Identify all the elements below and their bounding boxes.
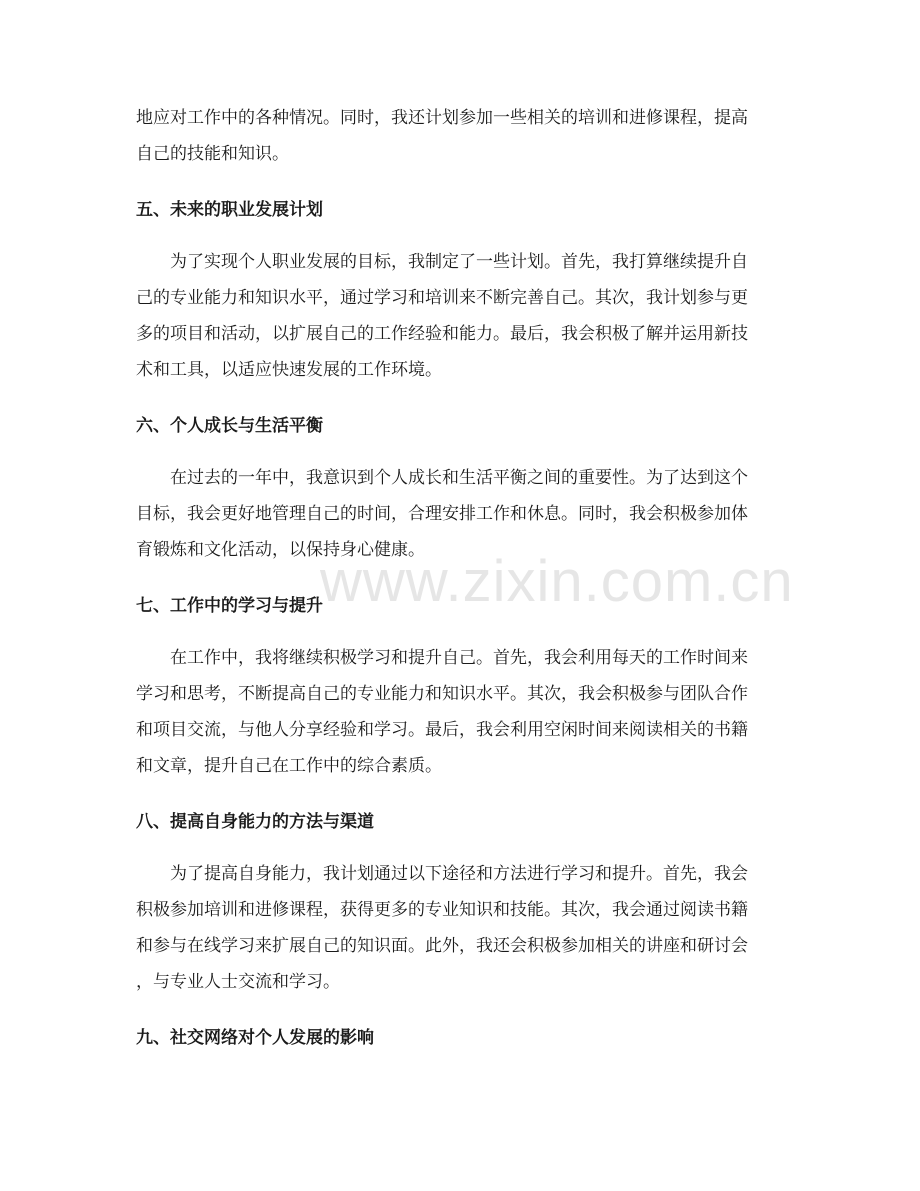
paragraph-line: 在过去的一年中，我意识到个人成长和生活平衡之间的重要性。为了达到这个 — [170, 468, 748, 488]
paragraph-line: 为了提高自身能力，我计划通过以下途径和方法进行学习和提升。首先，我会 — [170, 864, 748, 884]
section-heading-5: 五、未来的职业发展计划 — [136, 200, 323, 220]
paragraph-line: 和参与在线学习来扩展自己的知识面。此外，我还会积极参加相关的讲座和研讨会 — [136, 936, 748, 956]
paragraph-line: 和文章，提升自己在工作中的综合素质。 — [136, 756, 442, 776]
paragraph-line: 和项目交流，与他人分享经验和学习。最后，我会利用空闲时间来阅读相关的书籍 — [136, 720, 748, 740]
section-heading-6: 六、个人成长与生活平衡 — [136, 416, 323, 436]
paragraph-line: 己的专业能力和知识水平，通过学习和培训来不断完善自己。其次，我计划参与更 — [136, 288, 748, 308]
section-7-paragraph — [136, 640, 786, 784]
paragraph-line: ，与专业人士交流和学习。 — [136, 972, 340, 992]
paragraph-line: 术和工具，以适应快速发展的工作环境。 — [136, 360, 442, 380]
paragraph-line: 多的项目和活动，以扩展自己的工作经验和能力。最后，我会积极了解并运用新技 — [136, 324, 748, 344]
document-page — [136, 100, 786, 1056]
section-heading-8: 八、提高自身能力的方法与渠道 — [136, 812, 374, 832]
section-8-paragraph — [136, 856, 786, 1000]
paragraph-line: 地应对工作中的各种情况。同时，我还计划参加一些相关的培训和进修课程，提高 — [136, 108, 748, 128]
section-5-paragraph — [136, 244, 786, 388]
paragraph-line: 目标，我会更好地管理自己的时间，合理安排工作和休息。同时，我会积极参加体 — [136, 504, 748, 524]
paragraph-line: 学习和思考，不断提高自己的专业能力和知识水平。其次，我会积极参与团队合作 — [136, 684, 748, 704]
paragraph-line: 育锻炼和文化活动，以保持身心健康。 — [136, 540, 425, 560]
paragraph-line: 为了实现个人职业发展的目标，我制定了一些计划。首先，我打算继续提升自 — [170, 252, 748, 272]
paragraph-line: 自己的技能和知识。 — [136, 144, 289, 164]
section-heading-9: 九、社交网络对个人发展的影响 — [136, 1028, 374, 1048]
paragraph-line: 积极参加培训和进修课程，获得更多的专业知识和技能。其次，我会通过阅读书籍 — [136, 900, 748, 920]
section-heading-7: 七、工作中的学习与提升 — [136, 596, 323, 616]
watermark: www.zixin.com.cn — [320, 549, 794, 614]
paragraph-line: 在工作中，我将继续积极学习和提升自己。首先，我会利用每天的工作时间来 — [170, 648, 748, 668]
section-6-paragraph — [136, 460, 786, 568]
continuation-paragraph — [136, 100, 786, 172]
